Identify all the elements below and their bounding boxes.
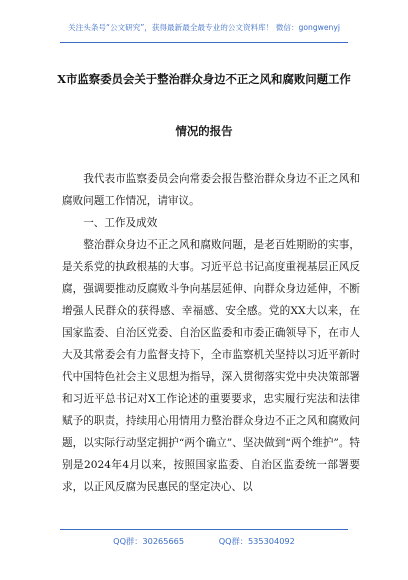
header-divider <box>60 42 348 43</box>
header-banner: 关注头条号“公文研究”，获得最新最全最专业的公文资料库！ 微信：gongwenyj <box>68 23 340 32</box>
section-heading: 一、工作及成效 <box>83 217 158 229</box>
document-title: X市监察委员会关于整治群众身边不正之风和腐败问题工作 <box>57 72 351 86</box>
document-subtitle: 情况的报告 <box>175 124 233 138</box>
footer-qq-group-1: QQ群：30265665 <box>113 536 185 546</box>
footer-divider <box>60 529 348 530</box>
document-body <box>62 168 360 498</box>
paragraph-body: 整治群众身边不正之风和腐败问题，是老百姓期盼的实事，是关系党的执政根基的大事。习近平总书记高度重视基层正风反腐，强调要推动反腐败斗争向基层延伸、向群众身边延伸，不断增强人民群众的获得感、幸福感、安全感。党的XX大以来，在国家监委、自治区党委、自治区监委和市委正确领导下，在市人大及其常委会有力监督支持下，全市监察机关坚持以习近平新时代中国特色社会主义思想为指导，深入贯彻落实党中央决策部署和习近平总书记对X工作论述的重要要求，忠实履行宪法和法律赋予的职责，持续用心用情用力整治群众身边不正之风和腐败问题，以实际行动坚定拥护“两个确立”、坚决做到“两个维护”。特别是2024年4月以来，按照国家监委、自治区监委统一部署要求，以正风反腐为民惠民的坚定决心、以 <box>62 239 360 493</box>
paragraph-intro: 我代表市监察委员会向常委会报告整治群众身边不正之风和腐败问题工作情况，请审议。 <box>62 173 360 207</box>
footer-banner <box>0 536 408 547</box>
footer-qq-group-2: QQ群：535304092 <box>218 536 295 546</box>
